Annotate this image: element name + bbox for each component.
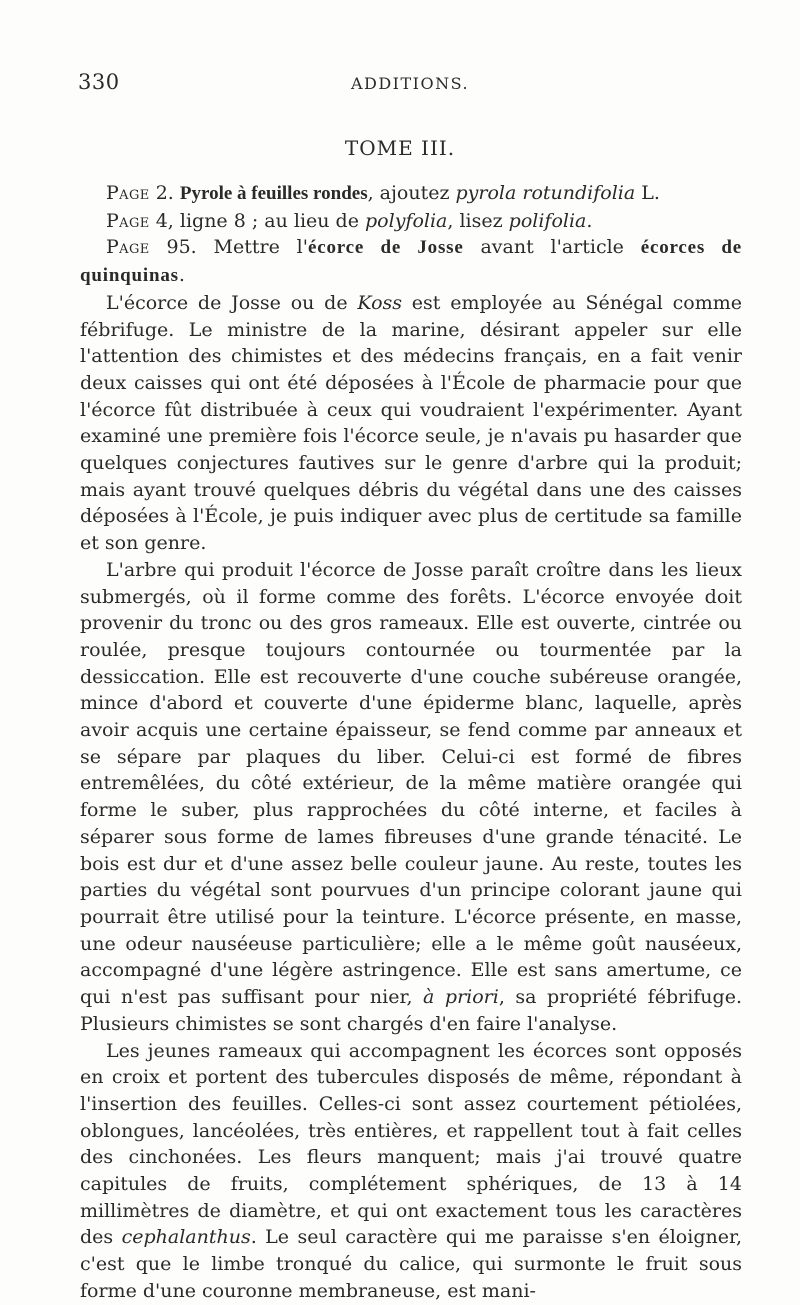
correction-entry: Page 4, ligne 8 ; au lieu de polyfolia, lisez polifolia. bbox=[106, 209, 593, 232]
page-number: 330 bbox=[78, 70, 120, 94]
section-title: TOME III. bbox=[344, 136, 456, 160]
page-header bbox=[78, 70, 742, 96]
body-paragraph: L'écorce de Josse ou de Koss est employée au Sénégal comme fébrifuge. Le ministre de la marine, désirant appeler sur elle l'attention des chimistes et des médecins français, en a fait venir deux caisses qui ont été déposées à l'École de pharmacie pour que l'écorce fût distribuée à ceux qui voudraient l'expérimenter. Ayant examiné une première fois l'écorce seule, je n'avais pu hasarder que quelques conjectures fautives sur le genre d'arbre qui la produit; mais ayant trouvé quelques débris du végétal dans une des caisses déposées à l'École, je puis indiquer avec plus de certitude sa famille et son genre. bbox=[80, 291, 743, 555]
italic-term: à priori bbox=[423, 986, 499, 1009]
correction-entry: Page 95. Mettre l'écorce de Josse avant l'article écorces de quinquinas. bbox=[80, 236, 743, 287]
body-paragraph: L'arbre qui produit l'écorce de Josse paraît croître dans les lieux submergés, où il forme comme des forêts. L'écorce envoyée doit provenir du tronc ou des gros rameaux. Elle est ouverte, cintrée ou roulée, presque toujours contournée ou tourmentée par la dessiccation. Elle est recouverte d'une couche subéreuse orangée, mince d'abord et couverte d'une épiderme blanc, laquelle, après avoir acquis une certaine épaisseur, se fend comme par anneaux et se sépare par plaques du liber. Celui-ci est formé de fibres entremêlées, du côté extérieur, de la même matière orangée qui forme le suber, plus rapprochées du côté interne, et faciles à séparer sous forme de lames fibreuses d'une grande ténacité. Le bois est dur et d'une assez belle couleur jaune. Au reste, toutes les parties du végétal sont pourvues d'un principe colorant jaune qui pourrait être utilisé pour la teinture. L'écorce présente, en masse, une odeur nauséeuse particulière; elle a le même goût nauséeux, accompagné d'une légère astringence. Elle est sans amertume, ce qui n'est pas suffisant pour nier, à priori, sa propriété fébrifuge. Plusieurs chimistes se sont chargés d'en faire l'analyse. bbox=[80, 558, 742, 1035]
bold-term: Pyrole à feuilles rondes bbox=[179, 183, 368, 204]
running-title: ADDITIONS. bbox=[350, 74, 470, 93]
bold-term: écorce de Josse bbox=[307, 237, 464, 259]
page-body bbox=[80, 180, 742, 1305]
italic-term: cephalanthus bbox=[121, 1226, 251, 1249]
italic-term: pyrola rotundifolia bbox=[455, 182, 636, 204]
bold-term: écorces de quinquinas bbox=[80, 237, 743, 287]
italic-term: polyfolia bbox=[365, 209, 448, 232]
italic-term: polifolia bbox=[508, 209, 587, 232]
body-paragraph: Les jeunes rameaux qui accompagnent les écorces sont opposés en croix et portent des tubercules disposés de même, répondant à l'insertion des feuilles. Celles-ci sont assez courtement pétiolées, oblongues, lancéolées, très entières, et rappellent tout à fait celles des cinchonées. Les fleurs manquent; mais j'ai trouvé quatre capitules de fruits, complétement sphériques, de 13 à 14 millimètres de diamètre, et qui ont exactement tous les caractères des cephalanthus. Le seul caractère qui me paraisse s'en éloigner, c'est que le limbe tronqué du calice, qui surmonte le fruit sous forme d'une couronne membraneuse, est mani- bbox=[80, 1039, 742, 1302]
correction-entry: Page 2. Pyrole à feuilles rondes, ajoutez pyrola rotundifolia L. bbox=[106, 182, 660, 204]
italic-term: Koss bbox=[357, 291, 403, 314]
